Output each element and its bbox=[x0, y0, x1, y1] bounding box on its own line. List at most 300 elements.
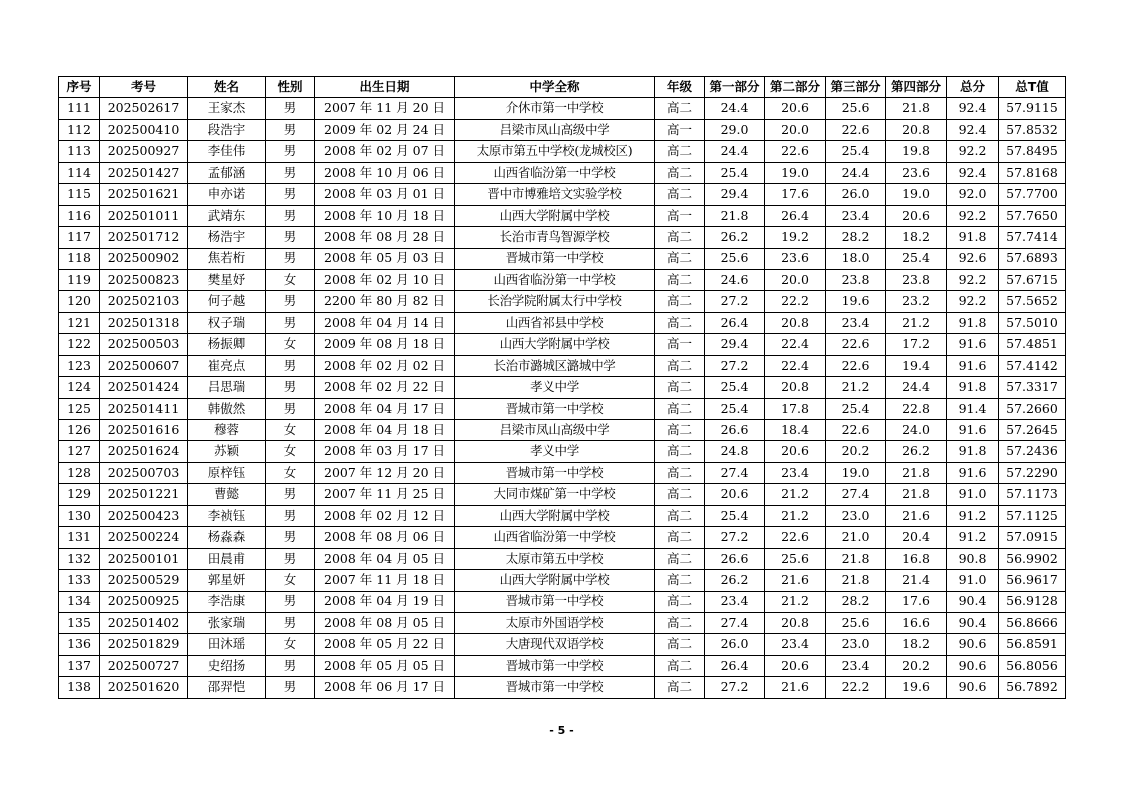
part3-cell: 21.2 bbox=[826, 377, 886, 398]
gender-cell: 男 bbox=[266, 677, 315, 698]
grade-cell: 高二 bbox=[655, 355, 705, 376]
total-score-cell: 90.4 bbox=[947, 591, 999, 612]
name-cell: 段浩宇 bbox=[188, 119, 266, 140]
gender-cell: 男 bbox=[266, 312, 315, 333]
part3-cell: 23.0 bbox=[826, 505, 886, 526]
grade-cell: 高二 bbox=[655, 505, 705, 526]
part2-cell: 21.6 bbox=[765, 677, 826, 698]
total-score-cell: 92.4 bbox=[947, 119, 999, 140]
table-row bbox=[59, 398, 1066, 419]
part1-cell: 26.2 bbox=[705, 227, 765, 248]
part1-cell: 21.8 bbox=[705, 205, 765, 226]
grade-cell: 高二 bbox=[655, 162, 705, 183]
total-t-cell: 57.6893 bbox=[999, 248, 1066, 269]
part2-cell: 18.4 bbox=[765, 420, 826, 441]
gender-cell: 男 bbox=[266, 119, 315, 140]
total-score-cell: 92.0 bbox=[947, 184, 999, 205]
total-score-cell: 92.2 bbox=[947, 291, 999, 312]
index-cell: 113 bbox=[59, 141, 100, 162]
total-score-cell: 92.2 bbox=[947, 141, 999, 162]
table-row bbox=[59, 612, 1066, 633]
part2-cell: 20.8 bbox=[765, 377, 826, 398]
part1-cell: 20.6 bbox=[705, 484, 765, 505]
part2-cell: 23.4 bbox=[765, 634, 826, 655]
part4-cell: 21.8 bbox=[886, 484, 947, 505]
name-cell: 武靖东 bbox=[188, 205, 266, 226]
index-cell: 111 bbox=[59, 98, 100, 119]
part1-cell: 24.8 bbox=[705, 441, 765, 462]
exam-id-cell: 202500410 bbox=[100, 119, 188, 140]
total-score-cell: 92.2 bbox=[947, 205, 999, 226]
name-cell: 申亦诺 bbox=[188, 184, 266, 205]
gender-cell: 女 bbox=[266, 441, 315, 462]
school-cell: 山西省临汾第一中学校 bbox=[455, 527, 655, 548]
gender-cell: 男 bbox=[266, 227, 315, 248]
name-cell: 崔亮点 bbox=[188, 355, 266, 376]
part2-cell: 17.6 bbox=[765, 184, 826, 205]
gender-cell: 男 bbox=[266, 162, 315, 183]
school-cell: 太原市第五中学校 bbox=[455, 548, 655, 569]
total-score-cell: 91.6 bbox=[947, 420, 999, 441]
birth-date-cell: 2008 年 08 月 06 日 bbox=[315, 527, 455, 548]
index-cell: 125 bbox=[59, 398, 100, 419]
part4-cell: 21.8 bbox=[886, 462, 947, 483]
index-cell: 135 bbox=[59, 612, 100, 633]
part3-cell: 19.0 bbox=[826, 462, 886, 483]
school-cell: 山西省祁县中学校 bbox=[455, 312, 655, 333]
table-row bbox=[59, 462, 1066, 483]
total-t-cell: 57.8168 bbox=[999, 162, 1066, 183]
total-score-cell: 91.6 bbox=[947, 355, 999, 376]
part4-cell: 16.8 bbox=[886, 548, 947, 569]
name-cell: 韩傲然 bbox=[188, 398, 266, 419]
total-score-cell: 91.6 bbox=[947, 462, 999, 483]
part1-cell: 26.2 bbox=[705, 570, 765, 591]
part1-cell: 26.4 bbox=[705, 655, 765, 676]
part4-cell: 16.6 bbox=[886, 612, 947, 633]
gender-cell: 女 bbox=[266, 420, 315, 441]
part3-cell: 21.0 bbox=[826, 527, 886, 548]
part3-cell: 21.8 bbox=[826, 570, 886, 591]
table-row bbox=[59, 548, 1066, 569]
total-t-cell: 56.9617 bbox=[999, 570, 1066, 591]
gender-cell: 女 bbox=[266, 570, 315, 591]
part2-cell: 20.8 bbox=[765, 312, 826, 333]
gender-cell: 女 bbox=[266, 634, 315, 655]
grade-cell: 高二 bbox=[655, 527, 705, 548]
school-cell: 晋城市第一中学校 bbox=[455, 462, 655, 483]
table-row bbox=[59, 184, 1066, 205]
grade-cell: 高二 bbox=[655, 677, 705, 698]
birth-date-cell: 2008 年 04 月 17 日 bbox=[315, 398, 455, 419]
total-t-cell: 57.7700 bbox=[999, 184, 1066, 205]
header-cell: 年级 bbox=[655, 77, 705, 98]
total-score-cell: 91.8 bbox=[947, 441, 999, 462]
school-cell: 大同市煤矿第一中学校 bbox=[455, 484, 655, 505]
exam-id-cell: 202502617 bbox=[100, 98, 188, 119]
total-t-cell: 57.8532 bbox=[999, 119, 1066, 140]
table-row bbox=[59, 269, 1066, 290]
part4-cell: 20.6 bbox=[886, 205, 947, 226]
index-cell: 132 bbox=[59, 548, 100, 569]
exam-id-cell: 202500423 bbox=[100, 505, 188, 526]
part1-cell: 25.4 bbox=[705, 162, 765, 183]
total-t-cell: 57.7414 bbox=[999, 227, 1066, 248]
total-score-cell: 92.4 bbox=[947, 98, 999, 119]
part3-cell: 22.6 bbox=[826, 355, 886, 376]
part4-cell: 19.8 bbox=[886, 141, 947, 162]
index-cell: 118 bbox=[59, 248, 100, 269]
gender-cell: 男 bbox=[266, 355, 315, 376]
total-t-cell: 57.2645 bbox=[999, 420, 1066, 441]
name-cell: 王家杰 bbox=[188, 98, 266, 119]
grade-cell: 高二 bbox=[655, 612, 705, 633]
gender-cell: 男 bbox=[266, 98, 315, 119]
part4-cell: 23.8 bbox=[886, 269, 947, 290]
name-cell: 焦若桁 bbox=[188, 248, 266, 269]
part4-cell: 21.4 bbox=[886, 570, 947, 591]
table-row bbox=[59, 98, 1066, 119]
table-row bbox=[59, 334, 1066, 355]
name-cell: 樊星妤 bbox=[188, 269, 266, 290]
school-cell: 太原市外国语学校 bbox=[455, 612, 655, 633]
name-cell: 田沐瑶 bbox=[188, 634, 266, 655]
table-row bbox=[59, 205, 1066, 226]
gender-cell: 男 bbox=[266, 548, 315, 569]
grade-cell: 高一 bbox=[655, 205, 705, 226]
part2-cell: 20.8 bbox=[765, 612, 826, 633]
grade-cell: 高二 bbox=[655, 548, 705, 569]
grade-cell: 高二 bbox=[655, 570, 705, 591]
total-score-cell: 91.8 bbox=[947, 312, 999, 333]
birth-date-cell: 2008 年 08 月 28 日 bbox=[315, 227, 455, 248]
birth-date-cell: 2008 年 04 月 19 日 bbox=[315, 591, 455, 612]
header-cell: 性别 bbox=[266, 77, 315, 98]
part3-cell: 22.6 bbox=[826, 334, 886, 355]
total-t-cell: 56.8056 bbox=[999, 655, 1066, 676]
gender-cell: 男 bbox=[266, 655, 315, 676]
total-t-cell: 56.7892 bbox=[999, 677, 1066, 698]
part1-cell: 25.6 bbox=[705, 248, 765, 269]
table-row bbox=[59, 655, 1066, 676]
total-score-cell: 91.6 bbox=[947, 334, 999, 355]
grade-cell: 高二 bbox=[655, 420, 705, 441]
birth-date-cell: 2008 年 02 月 07 日 bbox=[315, 141, 455, 162]
exam-id-cell: 202500727 bbox=[100, 655, 188, 676]
part2-cell: 22.4 bbox=[765, 334, 826, 355]
table-row bbox=[59, 634, 1066, 655]
part3-cell: 23.8 bbox=[826, 269, 886, 290]
birth-date-cell: 2008 年 05 月 05 日 bbox=[315, 655, 455, 676]
table-row bbox=[59, 227, 1066, 248]
score-table bbox=[58, 76, 1066, 699]
grade-cell: 高一 bbox=[655, 334, 705, 355]
part2-cell: 20.6 bbox=[765, 98, 826, 119]
school-cell: 山西省临汾第一中学校 bbox=[455, 269, 655, 290]
part3-cell: 23.4 bbox=[826, 205, 886, 226]
part4-cell: 22.8 bbox=[886, 398, 947, 419]
part4-cell: 18.2 bbox=[886, 227, 947, 248]
header-cell: 第二部分 bbox=[765, 77, 826, 98]
part3-cell: 23.4 bbox=[826, 312, 886, 333]
grade-cell: 高二 bbox=[655, 312, 705, 333]
birth-date-cell: 2008 年 02 月 02 日 bbox=[315, 355, 455, 376]
total-score-cell: 92.4 bbox=[947, 162, 999, 183]
total-t-cell: 57.4851 bbox=[999, 334, 1066, 355]
part1-cell: 25.4 bbox=[705, 398, 765, 419]
name-cell: 吕思瑞 bbox=[188, 377, 266, 398]
school-cell: 山西大学附属中学校 bbox=[455, 205, 655, 226]
total-score-cell: 90.6 bbox=[947, 677, 999, 698]
birth-date-cell: 2008 年 04 月 05 日 bbox=[315, 548, 455, 569]
index-cell: 119 bbox=[59, 269, 100, 290]
header-cell: 序号 bbox=[59, 77, 100, 98]
school-cell: 晋城市第一中学校 bbox=[455, 677, 655, 698]
total-t-cell: 57.4142 bbox=[999, 355, 1066, 376]
total-score-cell: 90.6 bbox=[947, 634, 999, 655]
part2-cell: 19.0 bbox=[765, 162, 826, 183]
grade-cell: 高二 bbox=[655, 377, 705, 398]
part4-cell: 17.6 bbox=[886, 591, 947, 612]
part1-cell: 25.4 bbox=[705, 505, 765, 526]
index-cell: 134 bbox=[59, 591, 100, 612]
exam-id-cell: 202501221 bbox=[100, 484, 188, 505]
gender-cell: 男 bbox=[266, 505, 315, 526]
total-t-cell: 57.5010 bbox=[999, 312, 1066, 333]
part1-cell: 24.4 bbox=[705, 98, 765, 119]
total-score-cell: 92.2 bbox=[947, 269, 999, 290]
total-t-cell: 57.0915 bbox=[999, 527, 1066, 548]
header-cell: 总T值 bbox=[999, 77, 1066, 98]
total-t-cell: 57.2290 bbox=[999, 462, 1066, 483]
index-cell: 117 bbox=[59, 227, 100, 248]
birth-date-cell: 2008 年 05 月 22 日 bbox=[315, 634, 455, 655]
total-t-cell: 56.8666 bbox=[999, 612, 1066, 633]
birth-date-cell: 2008 年 02 月 10 日 bbox=[315, 269, 455, 290]
part1-cell: 27.2 bbox=[705, 677, 765, 698]
page-number: - 5 - bbox=[549, 724, 574, 737]
part3-cell: 23.4 bbox=[826, 655, 886, 676]
part1-cell: 23.4 bbox=[705, 591, 765, 612]
part2-cell: 20.0 bbox=[765, 119, 826, 140]
index-cell: 136 bbox=[59, 634, 100, 655]
exam-id-cell: 202501424 bbox=[100, 377, 188, 398]
exam-id-cell: 202500224 bbox=[100, 527, 188, 548]
grade-cell: 高二 bbox=[655, 141, 705, 162]
total-t-cell: 56.8591 bbox=[999, 634, 1066, 655]
grade-cell: 高二 bbox=[655, 591, 705, 612]
total-t-cell: 56.9128 bbox=[999, 591, 1066, 612]
part4-cell: 25.4 bbox=[886, 248, 947, 269]
name-cell: 郭星妍 bbox=[188, 570, 266, 591]
part4-cell: 20.8 bbox=[886, 119, 947, 140]
part2-cell: 22.6 bbox=[765, 527, 826, 548]
exam-id-cell: 202501427 bbox=[100, 162, 188, 183]
gender-cell: 男 bbox=[266, 377, 315, 398]
grade-cell: 高二 bbox=[655, 184, 705, 205]
part3-cell: 26.0 bbox=[826, 184, 886, 205]
part3-cell: 28.2 bbox=[826, 591, 886, 612]
total-t-cell: 57.2436 bbox=[999, 441, 1066, 462]
index-cell: 137 bbox=[59, 655, 100, 676]
gender-cell: 男 bbox=[266, 248, 315, 269]
part4-cell: 23.2 bbox=[886, 291, 947, 312]
school-cell: 孝义中学 bbox=[455, 441, 655, 462]
index-cell: 121 bbox=[59, 312, 100, 333]
total-t-cell: 57.1173 bbox=[999, 484, 1066, 505]
school-cell: 孝义中学 bbox=[455, 377, 655, 398]
part4-cell: 19.6 bbox=[886, 677, 947, 698]
name-cell: 苏颖 bbox=[188, 441, 266, 462]
index-cell: 114 bbox=[59, 162, 100, 183]
index-cell: 120 bbox=[59, 291, 100, 312]
part4-cell: 21.6 bbox=[886, 505, 947, 526]
part1-cell: 26.4 bbox=[705, 312, 765, 333]
total-score-cell: 91.8 bbox=[947, 227, 999, 248]
exam-id-cell: 202501621 bbox=[100, 184, 188, 205]
index-cell: 131 bbox=[59, 527, 100, 548]
index-cell: 115 bbox=[59, 184, 100, 205]
name-cell: 原梓钰 bbox=[188, 462, 266, 483]
name-cell: 权子瑞 bbox=[188, 312, 266, 333]
school-cell: 山西省临汾第一中学校 bbox=[455, 162, 655, 183]
part3-cell: 21.8 bbox=[826, 548, 886, 569]
exam-id-cell: 202500925 bbox=[100, 591, 188, 612]
part1-cell: 29.4 bbox=[705, 184, 765, 205]
part1-cell: 29.0 bbox=[705, 119, 765, 140]
grade-cell: 高二 bbox=[655, 441, 705, 462]
total-t-cell: 57.6715 bbox=[999, 269, 1066, 290]
table-row bbox=[59, 141, 1066, 162]
school-cell: 大唐现代双语学校 bbox=[455, 634, 655, 655]
part4-cell: 20.2 bbox=[886, 655, 947, 676]
exam-id-cell: 202501318 bbox=[100, 312, 188, 333]
part3-cell: 22.6 bbox=[826, 119, 886, 140]
part4-cell: 26.2 bbox=[886, 441, 947, 462]
part3-cell: 25.4 bbox=[826, 141, 886, 162]
part4-cell: 19.4 bbox=[886, 355, 947, 376]
part2-cell: 22.4 bbox=[765, 355, 826, 376]
birth-date-cell: 2009 年 02 月 24 日 bbox=[315, 119, 455, 140]
index-cell: 112 bbox=[59, 119, 100, 140]
part4-cell: 19.0 bbox=[886, 184, 947, 205]
gender-cell: 男 bbox=[266, 205, 315, 226]
gender-cell: 男 bbox=[266, 291, 315, 312]
exam-id-cell: 202501411 bbox=[100, 398, 188, 419]
school-cell: 吕梁市凤山高级中学 bbox=[455, 119, 655, 140]
birth-date-cell: 2007 年 12 月 20 日 bbox=[315, 462, 455, 483]
school-cell: 晋城市第一中学校 bbox=[455, 398, 655, 419]
part1-cell: 27.2 bbox=[705, 527, 765, 548]
part1-cell: 26.0 bbox=[705, 634, 765, 655]
birth-date-cell: 2008 年 08 月 05 日 bbox=[315, 612, 455, 633]
part1-cell: 27.4 bbox=[705, 462, 765, 483]
part4-cell: 20.4 bbox=[886, 527, 947, 548]
part3-cell: 24.4 bbox=[826, 162, 886, 183]
name-cell: 穆蓉 bbox=[188, 420, 266, 441]
total-t-cell: 57.5652 bbox=[999, 291, 1066, 312]
part1-cell: 24.4 bbox=[705, 141, 765, 162]
exam-id-cell: 202501624 bbox=[100, 441, 188, 462]
birth-date-cell: 2007 年 11 月 20 日 bbox=[315, 98, 455, 119]
table-row bbox=[59, 162, 1066, 183]
exam-id-cell: 202500607 bbox=[100, 355, 188, 376]
exam-id-cell: 202500823 bbox=[100, 269, 188, 290]
part4-cell: 17.2 bbox=[886, 334, 947, 355]
header-cell: 姓名 bbox=[188, 77, 266, 98]
birth-date-cell: 2008 年 10 月 18 日 bbox=[315, 205, 455, 226]
grade-cell: 高二 bbox=[655, 248, 705, 269]
index-cell: 138 bbox=[59, 677, 100, 698]
index-cell: 123 bbox=[59, 355, 100, 376]
exam-id-cell: 202501616 bbox=[100, 420, 188, 441]
part4-cell: 21.2 bbox=[886, 312, 947, 333]
grade-cell: 高二 bbox=[655, 462, 705, 483]
header-cell: 考号 bbox=[100, 77, 188, 98]
part1-cell: 26.6 bbox=[705, 420, 765, 441]
name-cell: 史绍扬 bbox=[188, 655, 266, 676]
school-cell: 晋城市第一中学校 bbox=[455, 248, 655, 269]
part1-cell: 29.4 bbox=[705, 334, 765, 355]
header-cell: 第三部分 bbox=[826, 77, 886, 98]
header-cell: 第四部分 bbox=[886, 77, 947, 98]
table-body bbox=[59, 98, 1066, 698]
school-cell: 山西大学附属中学校 bbox=[455, 334, 655, 355]
total-score-cell: 90.8 bbox=[947, 548, 999, 569]
name-cell: 何子越 bbox=[188, 291, 266, 312]
total-score-cell: 91.4 bbox=[947, 398, 999, 419]
part1-cell: 27.2 bbox=[705, 291, 765, 312]
exam-id-cell: 202501829 bbox=[100, 634, 188, 655]
name-cell: 曹懿 bbox=[188, 484, 266, 505]
header-cell: 中学全称 bbox=[455, 77, 655, 98]
part2-cell: 20.6 bbox=[765, 441, 826, 462]
part2-cell: 17.8 bbox=[765, 398, 826, 419]
table-row bbox=[59, 591, 1066, 612]
table-row bbox=[59, 527, 1066, 548]
gender-cell: 男 bbox=[266, 591, 315, 612]
birth-date-cell: 2008 年 10 月 06 日 bbox=[315, 162, 455, 183]
total-score-cell: 91.2 bbox=[947, 505, 999, 526]
header-row bbox=[59, 77, 1066, 98]
grade-cell: 高一 bbox=[655, 119, 705, 140]
part4-cell: 23.6 bbox=[886, 162, 947, 183]
part4-cell: 21.8 bbox=[886, 98, 947, 119]
grade-cell: 高二 bbox=[655, 269, 705, 290]
name-cell: 张家瑞 bbox=[188, 612, 266, 633]
index-cell: 130 bbox=[59, 505, 100, 526]
table-row bbox=[59, 119, 1066, 140]
part3-cell: 27.4 bbox=[826, 484, 886, 505]
grade-cell: 高二 bbox=[655, 291, 705, 312]
school-cell: 吕梁市凤山高级中学 bbox=[455, 420, 655, 441]
part1-cell: 27.2 bbox=[705, 355, 765, 376]
name-cell: 李祯钰 bbox=[188, 505, 266, 526]
grade-cell: 高二 bbox=[655, 484, 705, 505]
table-row bbox=[59, 377, 1066, 398]
part2-cell: 21.2 bbox=[765, 505, 826, 526]
header-cell: 出生日期 bbox=[315, 77, 455, 98]
table-row bbox=[59, 355, 1066, 376]
exam-id-cell: 202500902 bbox=[100, 248, 188, 269]
exam-id-cell: 202500703 bbox=[100, 462, 188, 483]
gender-cell: 男 bbox=[266, 612, 315, 633]
total-score-cell: 92.6 bbox=[947, 248, 999, 269]
total-t-cell: 57.8495 bbox=[999, 141, 1066, 162]
part2-cell: 19.2 bbox=[765, 227, 826, 248]
school-cell: 长治市青鸟智源学校 bbox=[455, 227, 655, 248]
name-cell: 李佳伟 bbox=[188, 141, 266, 162]
